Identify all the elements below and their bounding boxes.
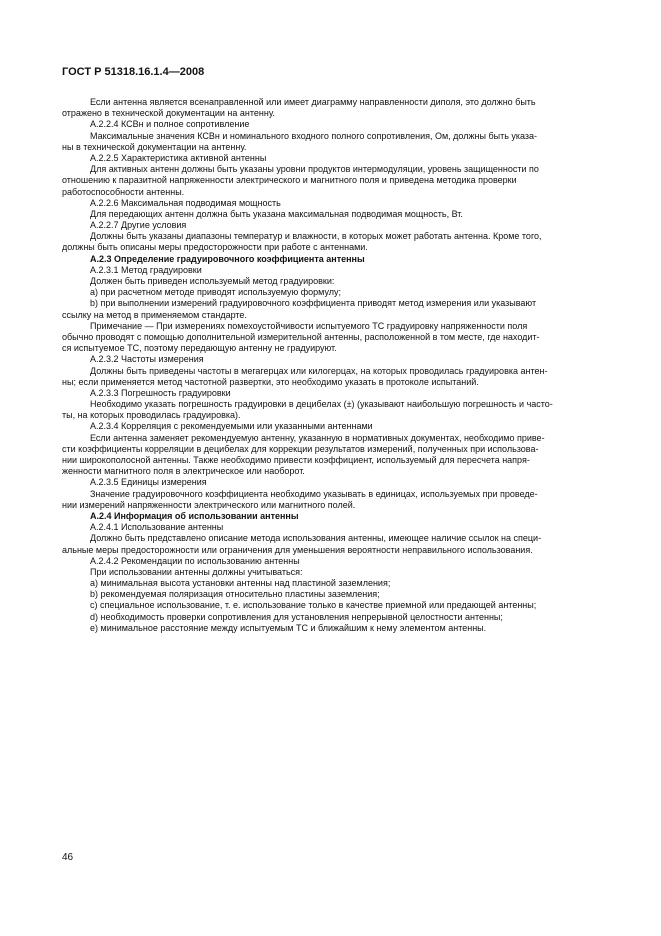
line-text: Должны быть приведены частоты в мегагерцах или килогерцах, на которых проводилась градуировка антен- — [90, 365, 548, 376]
text-line — [62, 310, 599, 321]
line-text: Если антенна является всенаправленной или имеет диаграмму направленности диполя, это должно быть — [90, 97, 536, 107]
text-line — [62, 187, 599, 198]
line-text: а) при расчетном методе приводят используемую формулу; — [90, 287, 341, 298]
line-text: обычно проводят с помощью дополнительной измерительной антенны, расположенной в том месте, где находит- — [62, 331, 540, 342]
text-line — [62, 354, 599, 365]
line-text: е) минимальное расстояние между испытуемым ТС и ближайшим к нему элементом антенны. — [90, 622, 487, 633]
line-text: b) рекомендуемая поляризация относительно пластины заземления; — [90, 589, 380, 600]
line-text: b) при выполнении измерений градуировочного коэффициента приводят метод измерения или указывают — [90, 298, 537, 309]
text-line — [62, 242, 599, 253]
line-text: Значение градуировочного коэффициента необходимо указывать в единицах, используемых при проведе- — [90, 488, 538, 499]
text-line — [62, 164, 599, 175]
line-text: сти коэффициенты корреляции в децибелах для коррекции результатов измерений, полученных при использова- — [62, 443, 539, 454]
line-text: Необходимо указать погрешность градуировки в децибелах (±) (указывают наибольшую погрешность и часто- — [90, 399, 553, 410]
line-text: Максимальные значения КСВн и номинального входного полного сопротивления, Ом, должны быть указа- — [90, 130, 538, 141]
text-line — [62, 578, 599, 589]
text-line — [62, 276, 599, 287]
line-text: ны в технической документации на антенну. — [62, 141, 247, 152]
text-line — [62, 612, 599, 623]
line-text: А.2.3.5 Единицы измерения — [90, 477, 207, 488]
text-line — [62, 477, 599, 488]
line-text: нии широкополосной антенны. Также необходимо привести коэффициент, используемый для пересчета напря- — [62, 455, 530, 465]
line-text: ся испытуемое ТС, поэтому передающую антенну не градуируют. — [62, 343, 337, 354]
line-text: с) специальное использование, т. е. использование только в качестве приемной или предающей антенны; — [90, 600, 537, 611]
section-heading — [62, 511, 599, 522]
line-text: женности магнитного поля в электрическое или наоборот. — [62, 466, 305, 477]
text-line — [62, 343, 599, 354]
line-text: работоспособности антенны. — [62, 186, 185, 197]
line-text: А.2.2.7 Другие условия — [90, 220, 187, 231]
line-text: отношению к паразитной напряженности электрического и магнитного поля и приведена методика проверки — [62, 175, 517, 186]
text-line — [62, 198, 599, 209]
text-line — [62, 421, 599, 432]
line-text: Для передающих антенн должна быть указана максимальная подводимая мощность, Вт. — [90, 208, 463, 219]
text-line — [62, 399, 599, 410]
text-line — [62, 366, 599, 377]
line-text: А.2.3.2 Частоты измерения — [90, 354, 204, 365]
line-text: ссылку на метод в применяемом стандарте. — [62, 309, 247, 320]
line-text: А.2.4.1 Использование антенны — [90, 522, 224, 533]
line-text: А.2.2.6 Максимальная подводимая мощность — [90, 197, 281, 208]
line-text: Должно быть представлено описание метода использования антенны, имеющее наличие ссылок на специ- — [90, 533, 542, 544]
line-text: а) минимальная высота установки антенны над пластиной заземления; — [90, 578, 391, 589]
text-line — [62, 265, 599, 276]
text-line — [62, 209, 599, 220]
text-line — [62, 466, 599, 477]
text-line — [62, 97, 599, 108]
line-text: Примечание — При измерениях помехоустойчивости испытуемого ТС градуировку напряженности поля — [90, 320, 528, 331]
line-text: При использовании антенны должны учитываться: — [90, 566, 303, 577]
text-line — [62, 545, 599, 556]
line-text: А.2.2.5 Характеристика активной антенны — [90, 152, 267, 163]
text-line — [62, 332, 599, 343]
text-line — [62, 444, 599, 455]
text-line — [62, 388, 599, 399]
line-text: А.2.4 Информация об использовании антенны — [90, 510, 299, 521]
text-line — [62, 556, 599, 567]
line-text: альные меры предосторожности или ограничения для уменьшения вероятности неправильного использования. — [62, 544, 533, 555]
line-text: А.2.3.1 Метод градуировки — [90, 264, 202, 275]
text-line — [62, 119, 599, 130]
line-text: должны быть описаны меры предосторожности при работе с антеннами. — [62, 242, 368, 253]
text-line — [62, 500, 599, 511]
line-text: А.2.4.2 Рекомендации по использованию антенны — [90, 555, 300, 566]
text-line — [62, 455, 599, 466]
text-line — [62, 410, 599, 421]
line-text: Для активных антенн должны быть указаны уровни продуктов интермодуляции, уровень защищенности по — [90, 164, 539, 175]
line-text: А.2.3.4 Корреляция с рекомендуемыми или указанными антеннами — [90, 421, 373, 432]
text-line — [62, 589, 599, 600]
text-line — [62, 108, 599, 119]
line-text: А.2.3.3 Погрешность градуировки — [90, 387, 231, 398]
line-text: ны; если применяется метод частотной развертки, это необходимо указать в протоколе испытаний. — [62, 376, 479, 387]
document-header: ГОСТ Р 51318.16.1.4—2008 — [62, 66, 205, 78]
text-line — [62, 298, 599, 309]
line-text: отражено в технической документации на антенну. — [62, 108, 275, 119]
text-line — [62, 533, 599, 544]
line-text: нии измерений напряженности электрического или магнитного полей. — [62, 499, 356, 510]
text-line — [62, 567, 599, 578]
text-line — [62, 489, 599, 500]
text-line — [62, 522, 599, 533]
text-line — [62, 153, 599, 164]
text-line — [62, 220, 599, 231]
text-line — [62, 142, 599, 153]
document-body — [62, 97, 599, 634]
section-heading — [62, 254, 599, 265]
text-line — [62, 175, 599, 186]
line-text: Должны быть указаны диапазоны температур и влажности, в которых может работать антенна. Кроме того, — [90, 231, 542, 242]
line-text: А.2.2.4 КСВн и полное сопротивление — [90, 119, 250, 130]
page-number: 46 — [62, 852, 74, 863]
text-line — [62, 287, 599, 298]
line-text: Должен быть приведен используемый метод градуировки: — [90, 276, 335, 286]
line-text: А.2.3 Определение градуировочного коэффициента антенны — [90, 253, 365, 264]
text-line — [62, 433, 599, 444]
note-line — [62, 321, 599, 332]
text-line — [62, 600, 599, 611]
text-line — [62, 231, 599, 242]
line-text: Если антенна заменяет рекомендуемую антенну, указанную в нормативных документах, необходимо приве- — [90, 432, 545, 443]
text-line — [62, 623, 599, 634]
text-line — [62, 377, 599, 388]
text-line — [62, 131, 599, 142]
line-text: d) необходимость проверки сопротивления для установления непрерывной целостности антенны; — [90, 611, 503, 622]
line-text: ты, на которых проводилась градуировка). — [62, 410, 241, 421]
